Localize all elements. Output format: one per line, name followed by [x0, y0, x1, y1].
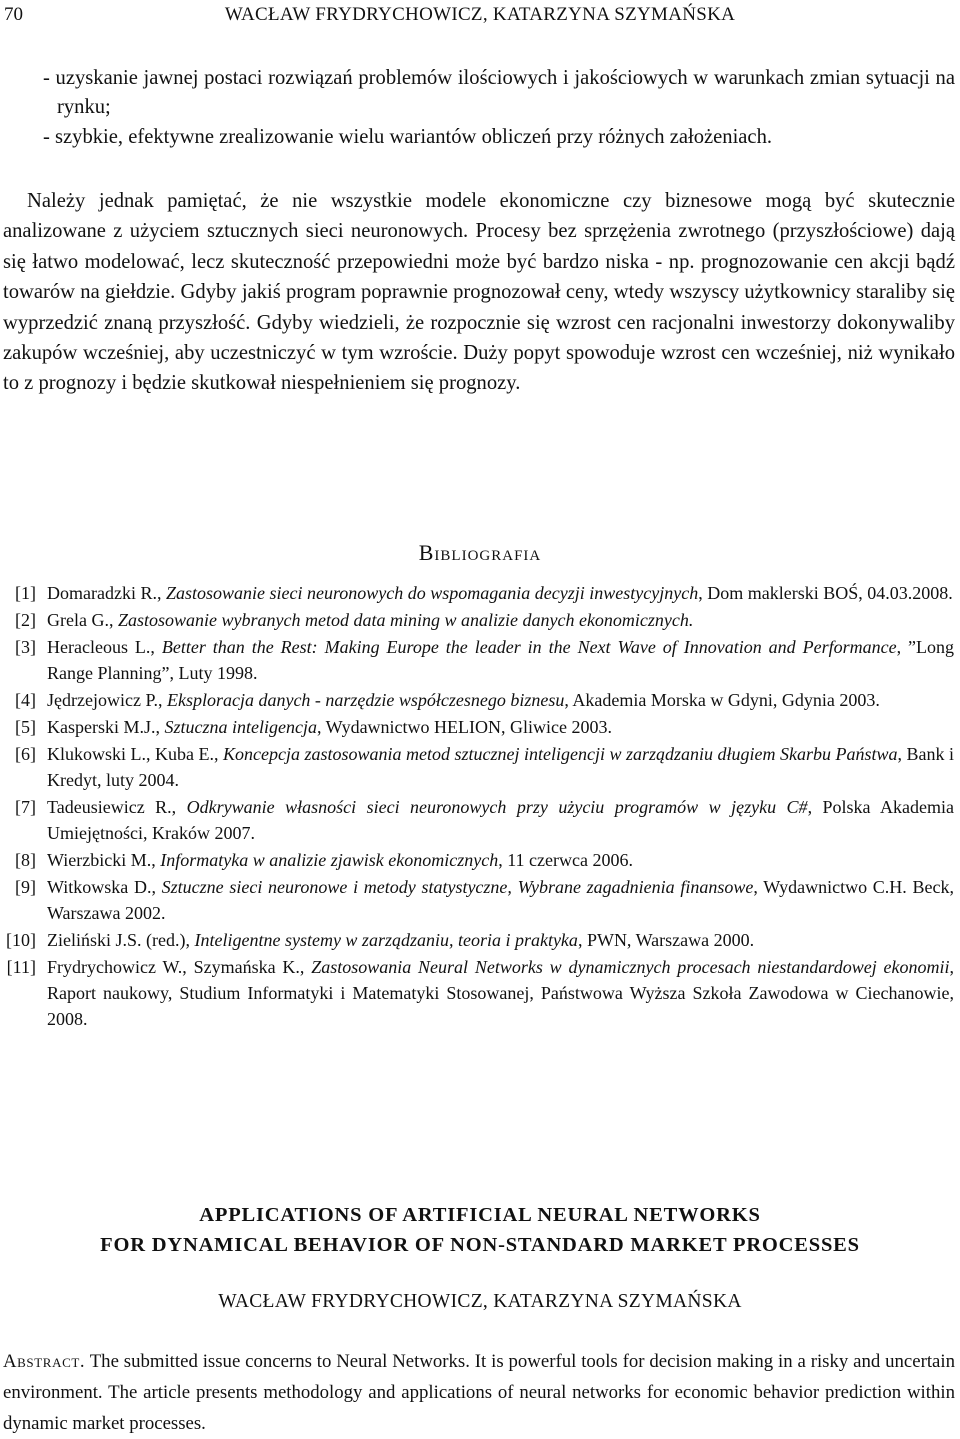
bib-author: Frydrychowicz W., Szymańska K.,	[47, 957, 312, 977]
bib-author: Domaradzki R.,	[47, 583, 166, 603]
bib-number: [2]	[15, 610, 36, 630]
bibliography-entry	[0, 687, 960, 713]
bib-title: Sztuczne sieci neuronowe i metody statystyczne, Wybrane zagadnienia finansowe	[161, 877, 754, 897]
bib-title: Informatyka w analizie zjawisk ekonomicznych	[160, 850, 499, 870]
abstract-label: Abstract.	[3, 1351, 86, 1372]
bib-details: , 11 czerwca 2006.	[498, 850, 633, 870]
bibliography-entry	[0, 607, 960, 633]
bib-author: Heracleous L.,	[47, 637, 162, 657]
bib-title: Koncepcja zastosowania metod sztucznej inteligencji w zarządzaniu długiem Skarbu Państwa	[223, 744, 898, 764]
page-number: 70	[4, 4, 23, 25]
bibliography-heading: Bibliografia	[418, 540, 542, 565]
bib-title: Better than the Rest: Making Europe the leader in the Next Wave of Innovation and Performance	[161, 637, 897, 657]
bib-number: [6]	[15, 744, 36, 764]
bib-details: , Polska Akademia Umiejętności, Kraków 2007.	[47, 797, 954, 843]
running-header	[0, 4, 960, 28]
bib-author: Wierzbicki M.,	[47, 850, 161, 870]
bib-author: Witkowska D.,	[47, 877, 162, 897]
bib-author: Kasperski M.J.,	[47, 717, 165, 737]
abstract-text: The submitted issue concerns to Neural Networks. It is powerful tools for decision making in a risky and uncertain environment. The article presents methodology and applications of neural networks for economic behavior prediction within dynamic market processes.	[3, 1351, 955, 1434]
bib-details: , Bank i Kredyt, luty 2004.	[47, 744, 955, 790]
bib-details: , Raport naukowy, Studium Informatyki i Matematyki Stosowanej, Państwowa Wyższa Szkoła Zawodowa w Ciechanowie, 2008.	[47, 957, 954, 1029]
english-title-line: FOR DYNAMICAL BEHAVIOR OF NON-STANDARD MARKET PROCESSES	[100, 1234, 860, 1256]
bib-title: Eksploracja danych - narzędzie współczesnego biznesu	[166, 690, 565, 710]
bib-number: [4]	[15, 690, 36, 710]
running-title: WACŁAW FRYDRYCHOWICZ, KATARZYNA SZYMAŃSKA	[224, 4, 736, 25]
bib-number: [8]	[15, 850, 36, 870]
bibliography-entry	[0, 794, 960, 846]
bib-title: Zastosowanie wybranych metod data mining w analizie danych ekonomicznych.	[117, 610, 694, 630]
body-paragraph: Należy jednak pamiętać, że nie wszystkie modele ekonomiczne czy biznesowe mogą być skutecznie analizowane z użyciem sztucznych sieci neuronowych. Procesy bez sprzężenia zwrotnego (przyszłościowe) dają się łatwo modelować, lecz skuteczność przepowiedni może być bardzo niska - np. prognozowanie cen akcji bądź towarów na giełdzie. Gdyby jakiś program poprawnie prognozował ceny, wtedy wszyscy użytkownicy staraliby się wyprzedzić znaną przyszłość. Gdyby wiedzieli, że rozpocznie się wzrost cen racjonalni inwestorzy dokonywaliby zakupów wcześniej, aby uczestniczyć w tym wzroście. Duży popyt spowoduje wzrost cen wcześniej, niż wynikało to z prognozy i będzie skutkował niespełnieniem się prognozy.	[3, 190, 955, 395]
bullet-list	[3, 64, 955, 153]
bib-number: [10]	[6, 930, 36, 950]
bib-number: [11]	[6, 957, 36, 977]
english-authors: WACŁAW FRYDRYCHOWICZ, KATARZYNA SZYMAŃSKA	[218, 1291, 742, 1312]
bib-number: [3]	[15, 637, 36, 657]
english-title-line: APPLICATIONS OF ARTIFICIAL NEURAL NETWORKS	[199, 1204, 761, 1226]
bib-title: Odkrywanie własności sieci neuronowych przy użyciu programów w języku C#	[186, 797, 808, 817]
bib-author: Zieliński J.S. (red.),	[47, 930, 195, 950]
bib-title: Sztuczna inteligencja	[164, 717, 317, 737]
bibliography-list	[0, 580, 960, 1033]
english-title	[0, 1200, 960, 1260]
bibliography-entry	[0, 927, 960, 953]
bibliography-entry	[0, 580, 960, 606]
bibliography-entry	[0, 714, 960, 740]
bib-details: , Akademia Morska w Gdyni, Gdynia 2003.	[564, 690, 880, 710]
bullet-item: - szybkie, efektywne zrealizowanie wielu wariantów obliczeń przy różnych założeniach.	[43, 126, 773, 148]
bib-number: [9]	[15, 877, 36, 897]
bib-details: , Dom maklerski BOŚ, 04.03.2008.	[698, 583, 953, 603]
bib-author: Klukowski L., Kuba E.,	[47, 744, 223, 764]
bib-author: Jędrzejowicz P.,	[47, 690, 167, 710]
bibliography-entry	[0, 954, 960, 1032]
bib-title: Inteligentne systemy w zarządzaniu, teoria i praktyka	[194, 930, 578, 950]
bib-number: [1]	[15, 583, 36, 603]
bib-number: [5]	[15, 717, 36, 737]
bib-details: , PWN, Warszawa 2000.	[577, 930, 755, 950]
bibliography-entry	[0, 847, 960, 873]
bib-details: , Wydawnictwo C.H. Beck, Warszawa 2002.	[47, 877, 954, 923]
bib-details: , ”Long Range Planning”, Luty 1998.	[47, 637, 955, 683]
bibliography-entry	[0, 874, 960, 926]
bib-author: Tadeusiewicz R.,	[47, 797, 187, 817]
bib-number: [7]	[15, 797, 36, 817]
bib-author: Grela G.,	[47, 610, 118, 630]
bullet-item: - uzyskanie jawnej postaci rozwiązań problemów ilościowych i jakościowych w warunkach zmian sytuacji na rynku;	[43, 67, 955, 118]
bibliography-entry	[0, 741, 960, 793]
bib-title: Zastosowania Neural Networks w dynamicznych procesach niestandardowej ekonomii	[311, 957, 950, 977]
bib-title: Zastosowanie sieci neuronowych do wspomagania decyzji inwestycyjnych	[165, 583, 699, 603]
bib-details: , Wydawnictwo HELION, Gliwice 2003.	[316, 717, 613, 737]
abstract	[3, 1346, 955, 1439]
bibliography-entry	[0, 634, 960, 686]
